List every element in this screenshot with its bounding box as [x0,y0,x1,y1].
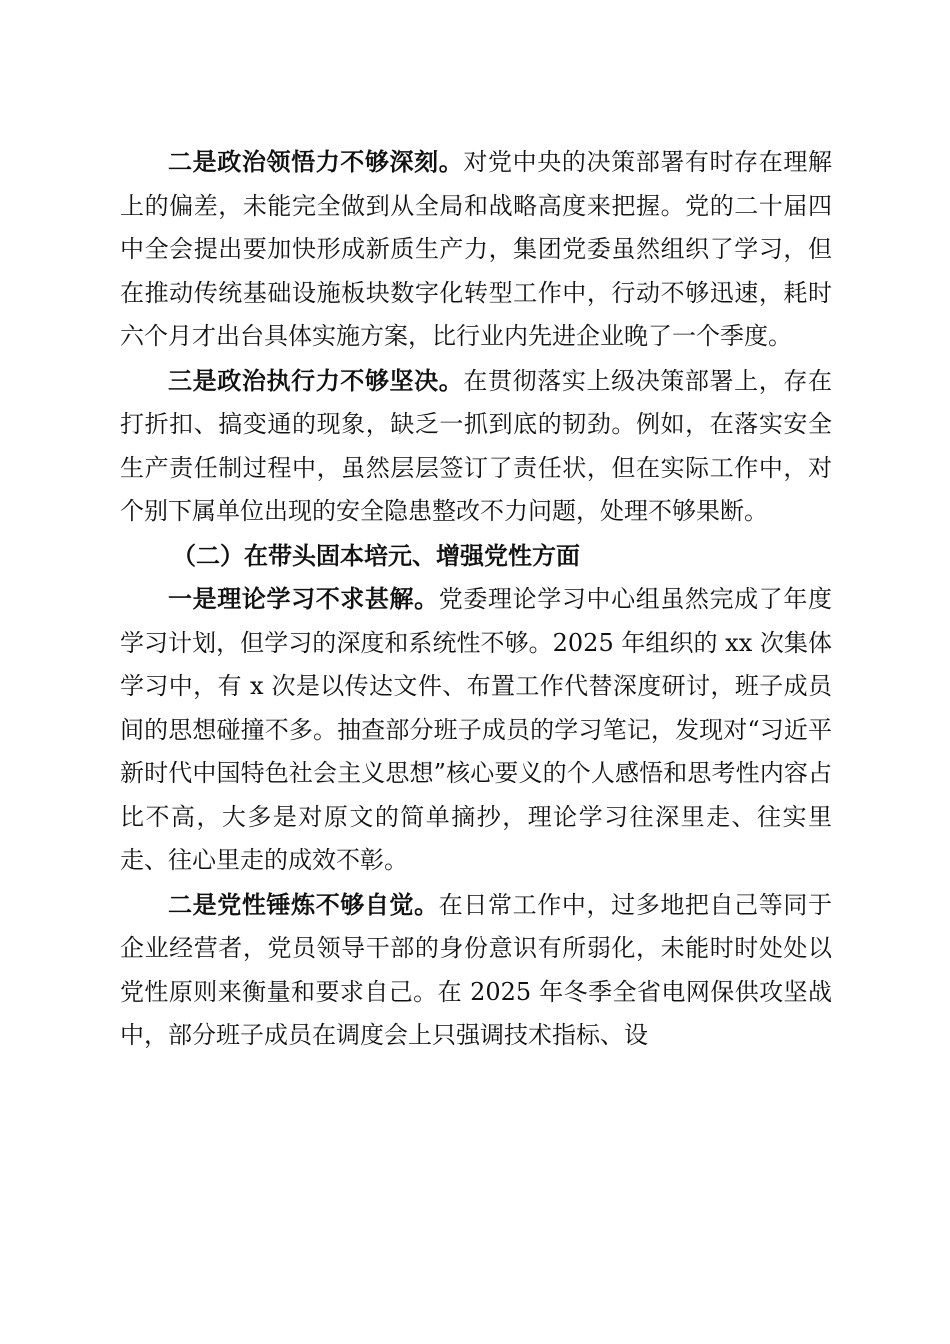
paragraph-lead: 二是政治领悟力不够深刻。 [168,147,464,176]
paragraph-lead: 二是党性锤炼不够自觉。 [168,889,439,919]
paragraph-party-spirit [120,883,832,1058]
section-heading: （二）在带头固本培元、增强党性方面 [172,540,580,570]
document-page [120,140,832,1058]
paragraph-political-execution [120,359,832,534]
paragraph-lead: 三是政治执行力不够坚决。 [168,365,464,395]
paragraph-body: 党委理论学习中心组虽然完成了年度学习计划，但学习的深度和系统性不够。2025 年组织的 xx 次集体学习中，有 x 次是以传达文件、布置工作代替深度研讨，班子成员间的思想碰撞不多。抽查部分班子成员的学习笔记，发现对“习近平新时代中国特色社会主义思想”核心要义的个人感悟和思考性内容占比不高，大多是对原文的简单摘抄，理论学习往深里走、往实里走、往心里走的成效不彰。 [120,585,833,874]
paragraph-political-comprehension [120,140,832,359]
paragraph-theory-study [120,577,832,883]
paragraph-body: 对党中央的决策部署有时存在理解上的偏差，未能完全做到从全局和战略高度来把握。党的二十届四中全会提出要加快形成新质生产力，集团党委虽然组织了学习，但在推动传统基础设施板块数字化转型工作中，行动不够迅速，耗时六个月才出台具体实施方案，比行业内先进企业晚了一个季度。 [120,148,833,350]
paragraph-lead: 一是理论学习不求甚解。 [168,584,439,613]
paragraph-body: 在日常工作中，过多地把自己等同于企业经营者，党员领导干部的身份意识有所弱化，未能时时处处以党性原则来衡量和要求自己。在 2025 年冬季全省电网保供攻坚战中，部分班子成员在调度会上只强调技术指标、设 [120,890,833,1049]
paragraph-body: 在贯彻落实上级决策部署上，存在打折扣、搞变通的现象，缺乏一抓到底的韧劲。例如，在落实安全生产责任制过程中，虽然层层签订了责任状，但在实际工作中，对个别下属单位出现的安全隐患整改不力问题，处理不够果断。 [120,366,833,525]
